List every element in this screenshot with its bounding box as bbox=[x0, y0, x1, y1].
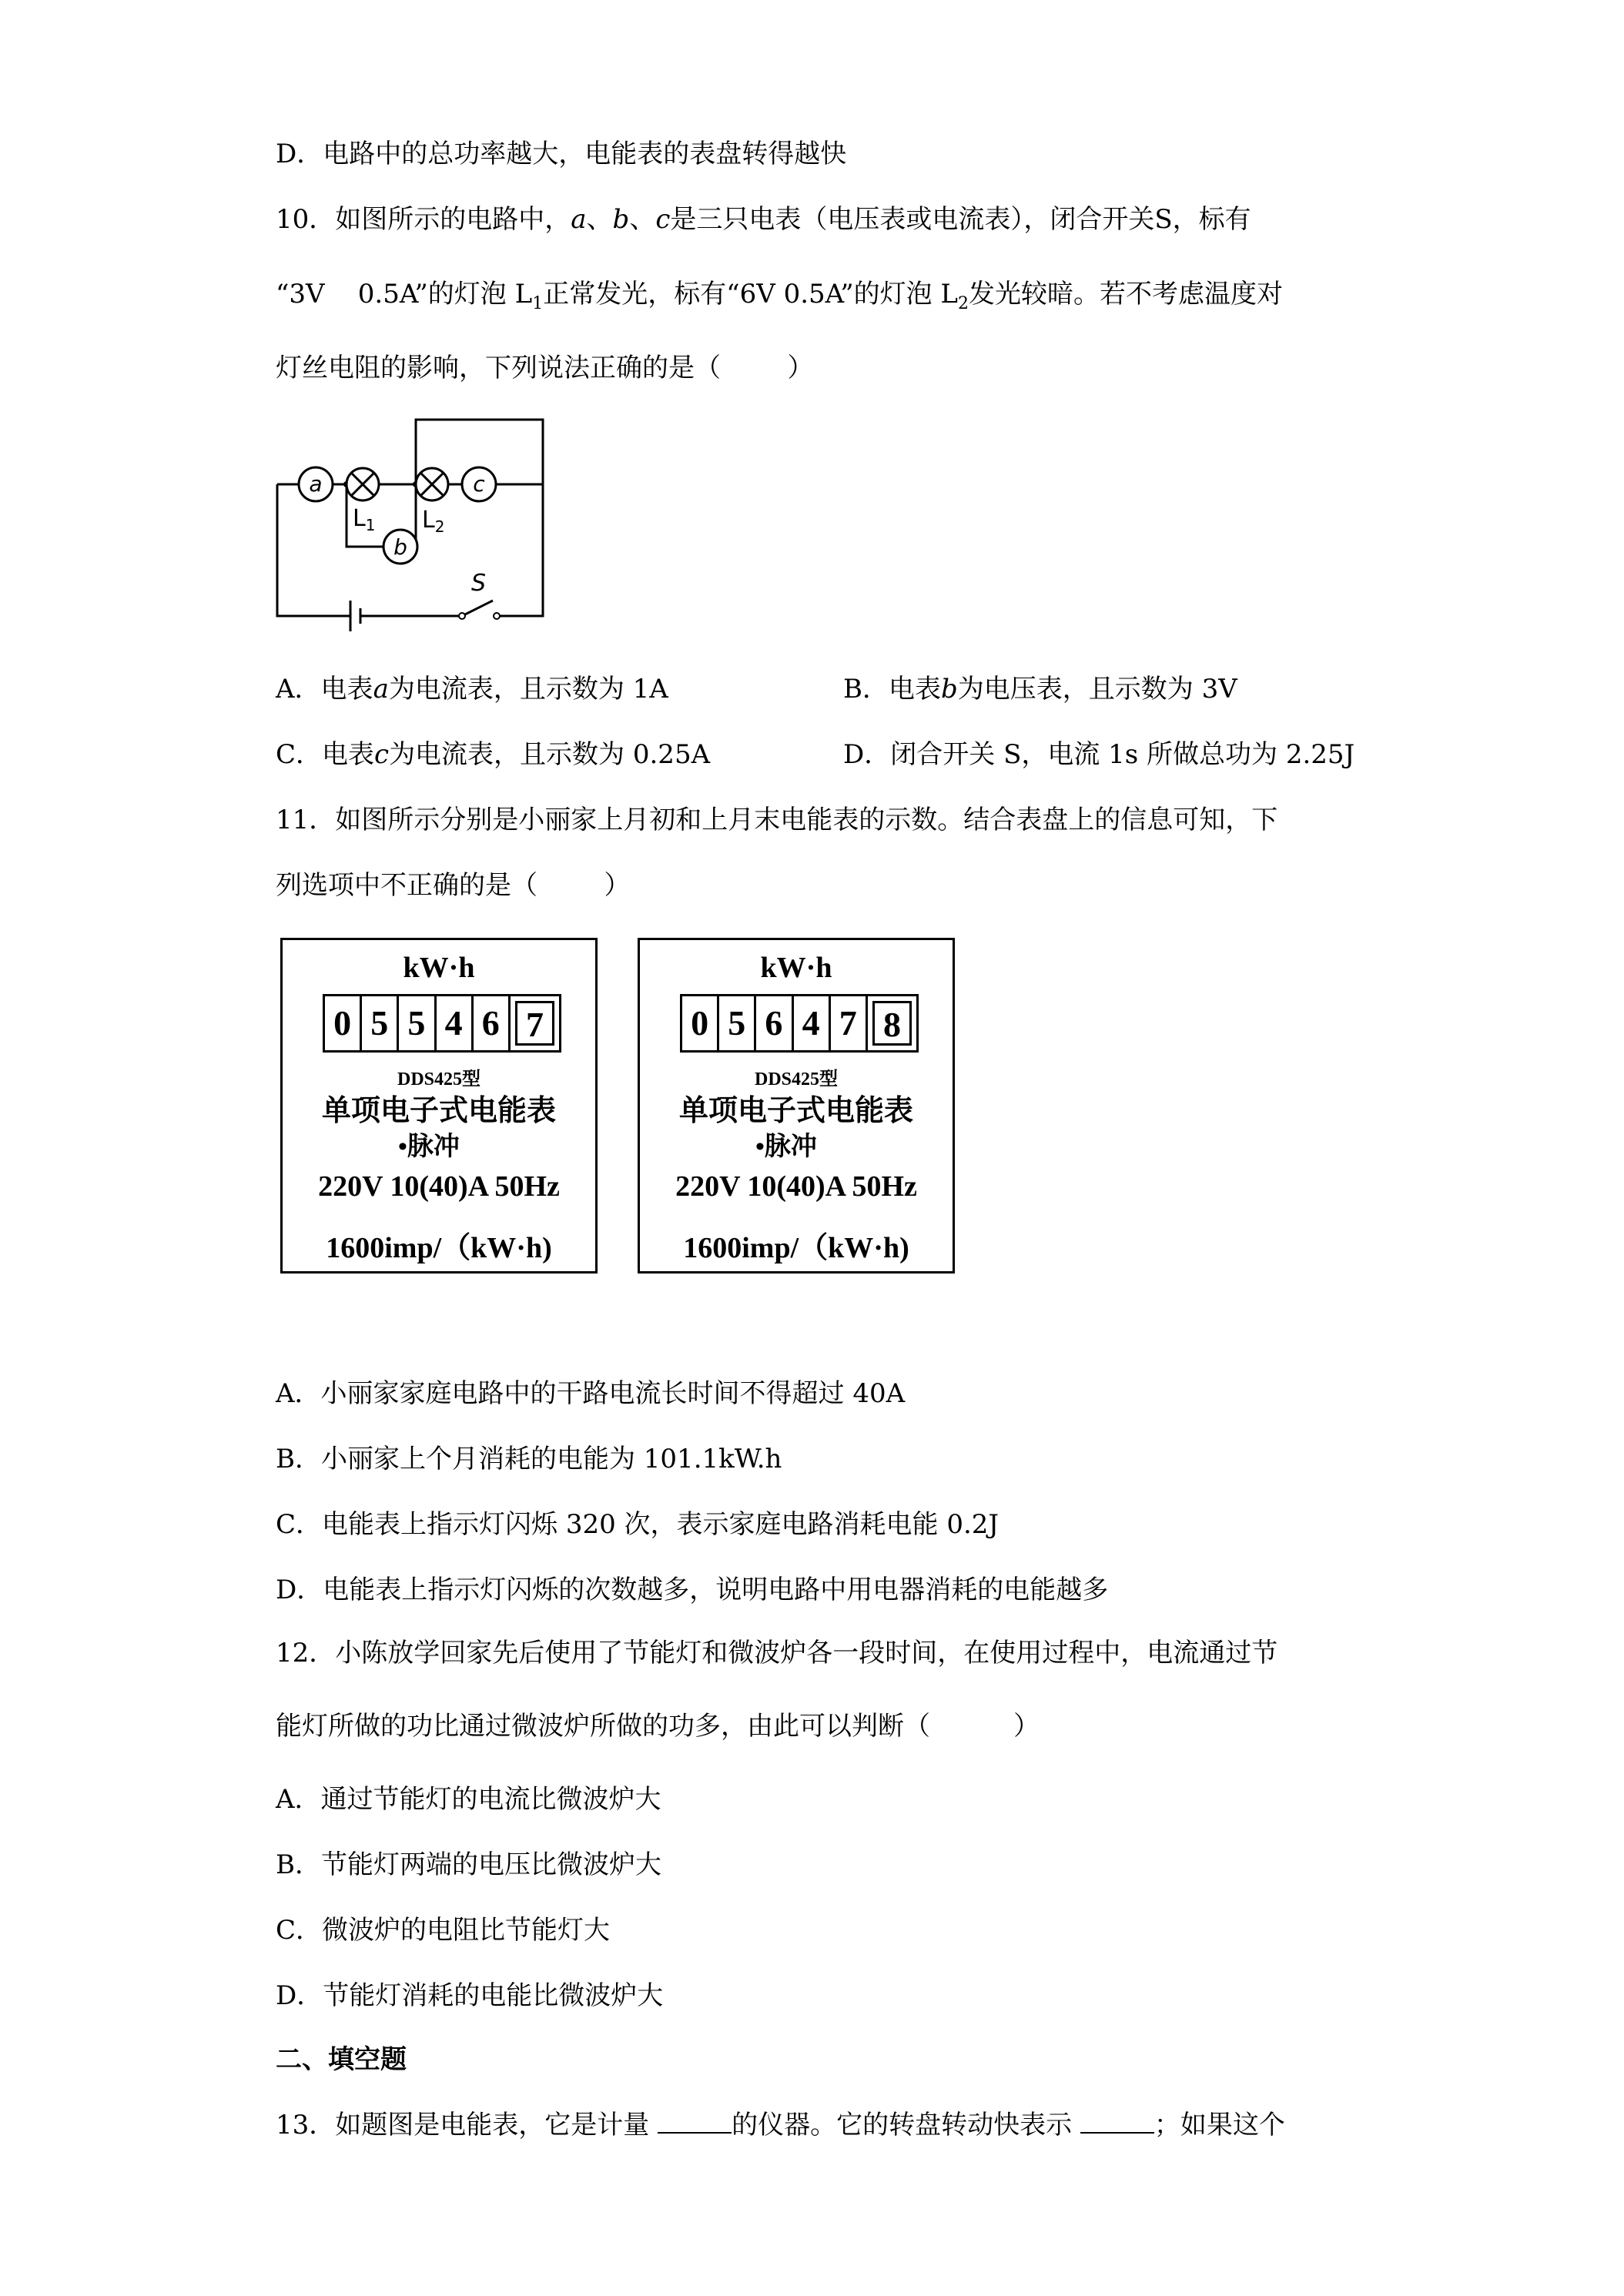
q10-var-c: c bbox=[655, 204, 671, 235]
q10-circuit-diagram bbox=[270, 412, 562, 643]
meter-model: DDS425型 bbox=[754, 1069, 838, 1089]
opt-text: 为电压表，且示数为 3V bbox=[957, 674, 1237, 705]
meter-digit: 4 bbox=[437, 996, 474, 1050]
q10-var-a: a bbox=[571, 204, 587, 235]
q12-option-b: B．节能灯两端的电压比微波炉大 bbox=[276, 1849, 661, 1880]
switch-label: S bbox=[471, 570, 487, 597]
q10-option-c bbox=[276, 739, 710, 770]
q9-option-d: D．电路中的总功率越大，电能表的表盘转得越快 bbox=[276, 139, 847, 169]
q10-stem-line2 bbox=[276, 279, 1283, 320]
q13-text: 的仪器。它的转盘转动快表示 bbox=[732, 2110, 1080, 2140]
meter-digit: 7 bbox=[831, 996, 868, 1050]
meter-c-icon bbox=[462, 467, 496, 501]
q10-stem-line3: 灯丝电阻的影响，下列说法正确的是（ ） bbox=[276, 353, 814, 383]
q10-text: 10．如图所示的电路中， bbox=[276, 204, 571, 235]
meter-digit: 5 bbox=[719, 996, 756, 1050]
q12-stem-line1: 12．小陈放学回家先后使用了节能灯和微波炉各一段时间，在使用过程中，电流通过节 bbox=[276, 1638, 1278, 1668]
opt-text: B．电表 bbox=[843, 674, 941, 705]
q12-option-a: A．通过节能灯的电流比微波炉大 bbox=[276, 1784, 661, 1815]
opt-text: C．电表 bbox=[276, 739, 375, 770]
q13-text: ；如果这个 bbox=[1154, 2110, 1285, 2140]
lamp-l2-label: $L_2$ bbox=[422, 507, 445, 536]
opt-var: b bbox=[941, 674, 958, 705]
meter-pulse: •脉冲 bbox=[755, 1133, 817, 1161]
answer-blank[interactable] bbox=[1080, 2110, 1154, 2134]
svg-text:c: c bbox=[473, 471, 485, 497]
meter-a-icon bbox=[299, 467, 333, 501]
section-heading-fill-blank: 二、填空题 bbox=[276, 2044, 407, 2075]
lamp-l1-icon bbox=[347, 468, 379, 500]
q13-stem bbox=[276, 2110, 1285, 2140]
meter-pulse: •脉冲 bbox=[398, 1133, 460, 1161]
meter-digits bbox=[680, 994, 919, 1053]
meter-digit: 5 bbox=[362, 996, 399, 1050]
q10-text: 正常发光，标有“6V 0.5A”的灯泡 L bbox=[543, 279, 958, 310]
meter-name: 单项电子式电能表 bbox=[678, 1095, 913, 1127]
lamp-l2-icon bbox=[416, 468, 448, 500]
energy-meter-end bbox=[638, 938, 955, 1274]
meter-digit: 6 bbox=[474, 996, 511, 1050]
q10-option-b bbox=[843, 674, 1237, 705]
q10-var-b: b bbox=[612, 204, 630, 235]
meter-unit: kW·h bbox=[760, 952, 832, 984]
meter-decimal-digit: 8 bbox=[872, 1001, 912, 1046]
q11-stem-line1: 11．如图所示分别是小丽家上月初和上月末电能表的示数。结合表盘上的信息可知，下 bbox=[276, 805, 1278, 835]
meter-imp: 1600imp/（kW·h) bbox=[683, 1232, 909, 1264]
q11-stem-line2: 列选项中不正确的是（ ） bbox=[276, 870, 631, 901]
q12-option-d: D．节能灯消耗的电能比微波炉大 bbox=[276, 1980, 664, 2011]
meter-name: 单项电子式电能表 bbox=[321, 1095, 556, 1127]
meter-unit: kW·h bbox=[403, 952, 475, 984]
meter-digit: 0 bbox=[325, 996, 362, 1050]
meter-imp: 1600imp/（kW·h) bbox=[326, 1232, 552, 1264]
q11-option-a: A．小丽家家庭电路中的干路电流长时间不得超过 40A bbox=[276, 1378, 906, 1409]
q11-option-c: C．电能表上指示灯闪烁 320 次，表示家庭电路消耗电能 0.2J bbox=[276, 1509, 1000, 1540]
svg-text:b: b bbox=[393, 534, 407, 560]
meter-digit: 5 bbox=[399, 996, 436, 1050]
q10-text: 是三只电表（电压表或电流表），闭合开关S，标有 bbox=[670, 204, 1251, 235]
q10-sep: 、 bbox=[586, 204, 613, 235]
q11-option-d: D．电能表上指示灯闪烁的次数越多，说明电路中用电器消耗的电能越多 bbox=[276, 1575, 1109, 1605]
q10-sub: 2 bbox=[957, 293, 969, 313]
q11-option-b: B．小丽家上个月消耗的电能为 101.1kW.h bbox=[276, 1444, 782, 1474]
q10-sub: 1 bbox=[532, 293, 544, 313]
opt-var: c bbox=[374, 739, 390, 770]
meter-digit: 4 bbox=[794, 996, 831, 1050]
opt-var: a bbox=[373, 674, 389, 705]
opt-text: 为电流表，且示数为 1A bbox=[388, 674, 668, 705]
q10-option-a bbox=[276, 674, 668, 705]
answer-blank[interactable] bbox=[658, 2110, 732, 2134]
meter-model: DDS425型 bbox=[397, 1069, 481, 1089]
q10-sep: 、 bbox=[629, 204, 656, 235]
meter-b-icon bbox=[383, 530, 417, 564]
q12-stem-line2: 能灯所做的功比通过微波炉所做的功多，由此可以判断（ ） bbox=[276, 1711, 1040, 1742]
q10-text: 发光较暗。若不考虑温度对 bbox=[968, 279, 1283, 310]
lamp-l1-label: $L_1$ bbox=[353, 505, 376, 534]
meter-decimal-digit: 7 bbox=[515, 1001, 554, 1046]
meter-spec: 220V 10(40)A 50Hz bbox=[675, 1170, 917, 1203]
energy-meter-start bbox=[280, 938, 598, 1274]
q12-option-c: C．微波炉的电阻比节能灯大 bbox=[276, 1915, 611, 1946]
meter-digit: 6 bbox=[756, 996, 793, 1050]
meter-spec: 220V 10(40)A 50Hz bbox=[318, 1170, 560, 1203]
opt-text: 为电流表，且示数为 0.25A bbox=[389, 739, 711, 770]
q10-text: “3V 0.5A”的灯泡 L bbox=[276, 279, 533, 310]
meter-digit: 0 bbox=[682, 996, 719, 1050]
q10-option-d: D．闭合开关 S，电流 1s 所做总功为 2.25J bbox=[843, 739, 1355, 770]
q10-stem-line1 bbox=[276, 204, 1251, 235]
opt-text: A．电表 bbox=[276, 674, 373, 705]
meter-digits bbox=[323, 994, 561, 1053]
svg-text:a: a bbox=[309, 471, 323, 497]
q13-text: 13．如题图是电能表，它是计量 bbox=[276, 2110, 658, 2140]
